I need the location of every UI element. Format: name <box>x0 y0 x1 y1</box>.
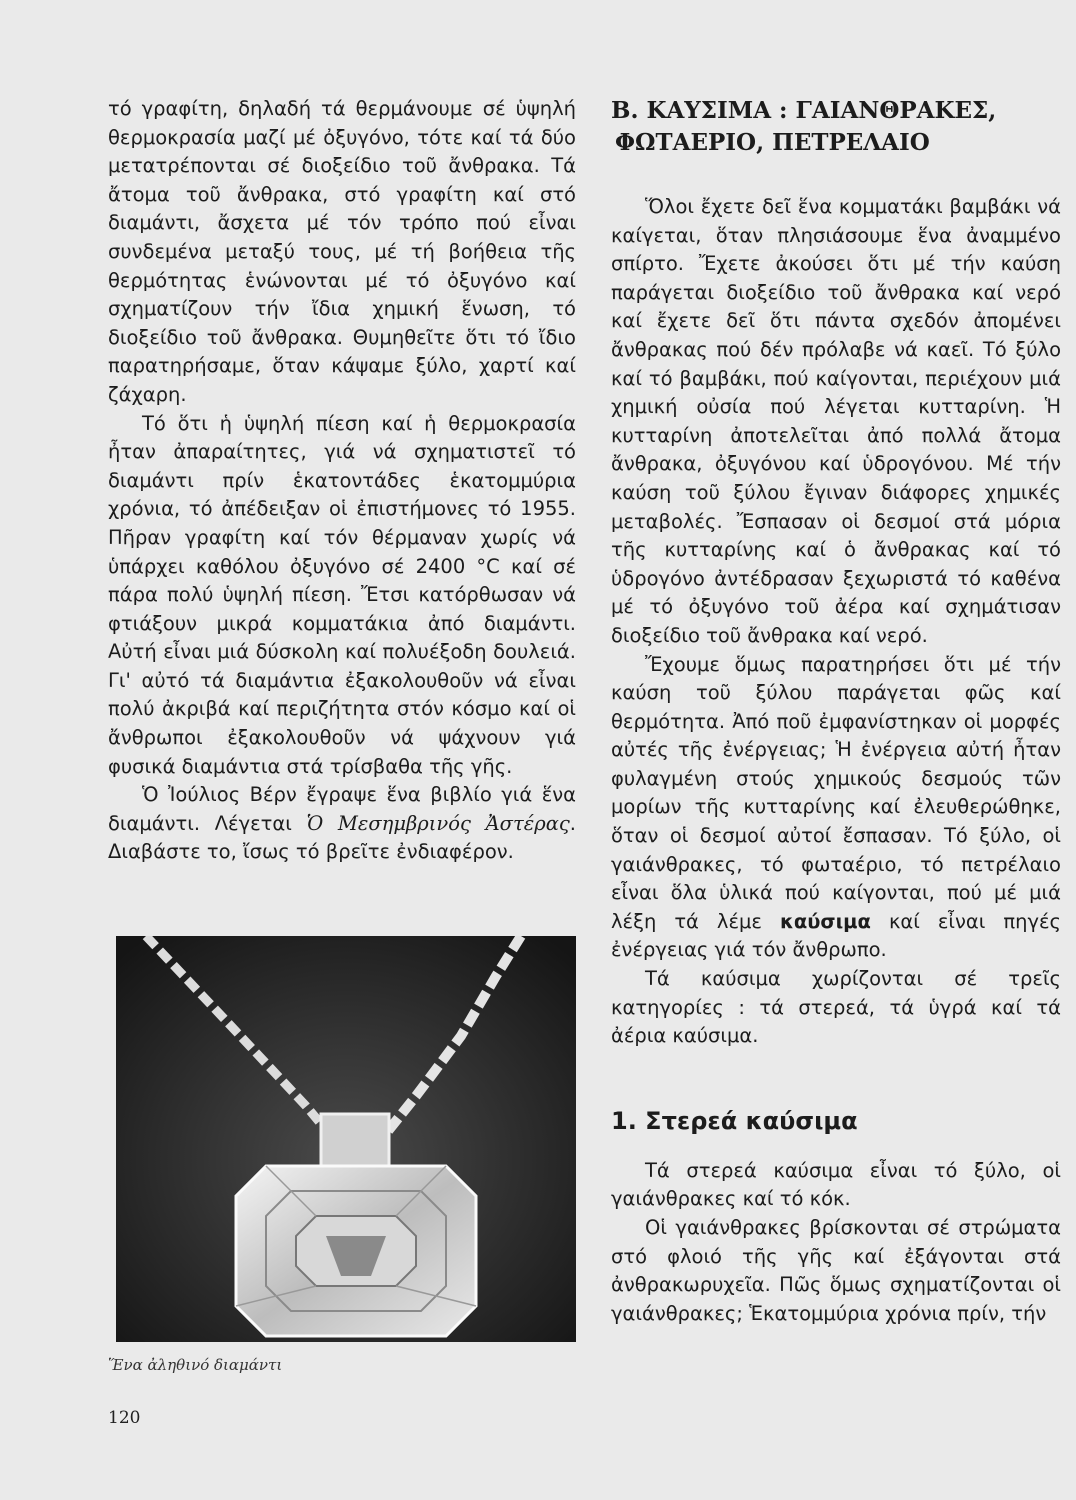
diamond-stone <box>236 1166 476 1336</box>
photo-caption: Ἕνα ἀληθινό διαμάντι <box>108 1356 283 1374</box>
left-column <box>108 95 576 867</box>
left-paragraph-2: Τό ὅτι ἡ ὑψηλή πίεση καί ἡ θερμοκρασία ἦταν ἀπαραίτητες, γιά νά σχηματιστεῖ τό διαμάντι πρίν ἑκατοντάδες ἑκατομμύρια χρόνια, τό ἀπέδειξαν οἱ ἐπιστήμονες τό 1955. Πῆραν γραφίτη καί τόν θέρμαναν χωρίς νά ὑπάρχει καθόλου ὀξυγόνο σέ 2400 °C καί σέ πάρα πολύ ὑψηλή πίεση. Ἔτσι κατόρθωσαν νά φτιάξουν μικρά κομματάκια ἀπό διαμάντι. Αὐτή εἶναι μιά δύσκολη καί πολυέξοδη δουλειά. Γι' αὐτό τά διαμάντια ἐξακολουθοῦν νά εἶναι πολύ ἀκριβά καί περιζήτητα στόν κόσμο καί οἱ ἄνθρωποι ἐξακολουθοῦν νά ψάχνουν γιά φυσικά διαμάντια στά τρίσβαθα τῆς γῆς. <box>108 411 576 778</box>
bail <box>321 1114 389 1166</box>
section-title <box>611 95 1061 159</box>
right-paragraph-2 <box>611 651 1061 966</box>
section-title-line-1: Β. ΚΑΥΣΙΜΑ : ΓΑΙΑΝΘΡΑΚΕΣ, <box>611 97 997 124</box>
book-title: Ὁ Μεσημβρινός Ἀστέρας <box>306 811 570 835</box>
jules-verne-text: Ὁ Ἰούλιος Βέρν ἔγραψε ἕνα βιβλίο γιά ἕνα διαμάντι. Λέγεται <box>108 783 576 835</box>
diamond-photo <box>116 936 576 1342</box>
page-number: 120 <box>108 1408 141 1428</box>
right-paragraph-3: Τά καύσιμα χωρίζονται σέ τρεῖς κατηγορίες : τά στερεά, τά ὑγρά καί τά ἀέρια καύσιμα. <box>611 967 1061 1048</box>
right-paragraph-4: Τά στερεά καύσιμα εἶναι τό ξύλο, οἱ γαιάνθρακες καί τό κόκ. <box>611 1158 1061 1211</box>
diamond-pendant-image <box>116 936 576 1342</box>
right-paragraph-1: Ὅλοι ἔχετε δεῖ ἕνα κομματάκι βαμβάκι νά καίγεται, ὅταν πλησιάσουμε ἕνα ἀναμμένο σπίρτο. Ἔχετε ἀκούσει ὅτι μέ τήν καύση παράγεται διοξείδιο τοῦ ἄνθρακα καί νερό καί ἔχετε δεῖ ὅτι πάντα σχεδόν ἀπομένει ἄνθρακας πού δέν πρόλαβε νά καεῖ. Τό ξύλο καί τό βαμβάκι, πού καίγονται, περιέχουν μιά χημική οὐσία πού λέγεται κυτταρίνη. Ἡ κυτταρίνη ἀποτελεῖται ἀπό πολλά ἄτομα ἄνθρακα, ὀξυγόνου καί ὑδρογόνου. Μέ τήν καύση τοῦ ξύλου ἔγιναν διάφορες χημικές μεταβολές. Ἔσπασαν οἱ δεσμοί στά μόρια τῆς κυτταρίνης καί ὁ ἄνθρακας καί τό ὑδρογόνο ἀντέδρασαν ξεχωριστά τό καθένα μέ τό ὀξυγόνο τοῦ ἀέρα καί σχημάτισαν διοξείδιο τοῦ ἄνθρακα καί νερό. <box>611 195 1061 647</box>
energy-text-end: καί εἶναι πηγές ἐνέργειας γιά τόν ἄνθρωπο. <box>611 909 1062 962</box>
right-paragraph-5: Οἱ γαιάνθρακες βρίσκονται σέ στρώματα στό φλοιό τῆς γῆς καί ἐξάγονται στά ἀνθρακωρυχεῖα. Πῶς ὅμως σχηματίζονται οἱ γαιάνθρακες; Ἑκατομμύρια χρόνια πρίν, τήν <box>611 1216 1061 1325</box>
left-paragraph-3 <box>108 781 576 867</box>
fuels-term: καύσιμα <box>779 909 871 933</box>
subsection-title: 1. Στερεά καύσιμα <box>611 1106 858 1135</box>
section-title-line-2: ΦΩΤΑΕΡΙΟ, ΠΕΤΡΕΛΑΙΟ <box>615 129 930 156</box>
left-paragraph-1: τό γραφίτη, δηλαδή τά θερμάνουμε σέ ὑψηλή θερμοκρασία μαζί μέ ὀξυγόνο, τότε καί τά δύο μετατρέπονται σέ διοξείδιο τοῦ ἄνθρακα. Τά ἄτομα τοῦ ἄνθρακα, στό γραφίτη καί στό διαμάντι, ἄσχετα μέ τόν τρόπο πού εἶναι συνδεμένα μεταξύ τους, μέ τή βοήθεια τῆς θερμότητας ἑνώνονται μέ τό ὀξυγόνο καί σχηματίζουν τήν ἴδια χημική ἕνωση, τό διοξείδιο τοῦ ἄνθρακα. Θυμηθεῖτε ὅτι τό ἴδιο παρατηρήσαμε, ὅταν κάψαμε ξύλο, χαρτί καί ζάχαρη. <box>108 97 576 406</box>
jules-verne-text-end: . Διαβάστε το, ἴσως τό βρεῖτε ἐνδιαφέρον. <box>108 811 576 864</box>
right-column <box>611 95 1061 1328</box>
energy-text: Ἔχουμε ὅμως παρατηρήσει ὅτι μέ τήν καύση τοῦ ξύλου παράγεται φῶς καί θερμότητα. Ἀπό ποῦ ἐμφανίστηκαν οἱ μορφές αὐτές τῆς ἐνέργειας; Ἡ ἐνέργεια αὐτή ἦταν φυλαγμένη στούς χημικούς δεσμούς τῶν μορίων τῆς κυτταρίνης καί ἐλευθερώθηκε, ὅταν οἱ δεσμοί αὐτοί ἔσπασαν. Τό ξύλο, οἱ γαιάνθρακες, τό φωταέριο, τό πετρέλαιο εἶναι ὅλα ὑλικά πού καίγονται, πού μέ μιά λέξη τά λέμε <box>611 652 1061 933</box>
